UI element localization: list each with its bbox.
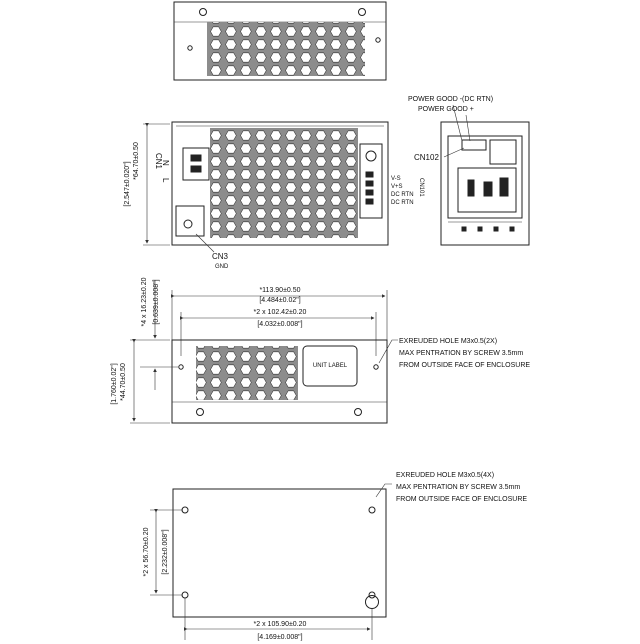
end-view — [408, 96, 529, 245]
front-vent — [210, 128, 358, 238]
label-gnd: GND — [215, 264, 229, 270]
top-vent — [207, 22, 365, 76]
side-screw-left — [197, 409, 204, 416]
label-pin-v-minus: V-S — [391, 176, 401, 182]
gnd-screw — [184, 220, 192, 228]
side-height-mm: *44.70±0.50 — [120, 363, 127, 401]
unit-label-text: UNIT LABEL — [312, 363, 348, 369]
front-height-mm: *64.70±0.50 — [133, 142, 140, 180]
front-view — [124, 122, 424, 270]
top-view — [174, 2, 386, 80]
label-pin-v-plus: V+S — [391, 184, 403, 190]
label-cn1: CN1 — [154, 153, 163, 170]
bottom-note-line-1: EXREUDED HOLE M3x0.5(4X) — [396, 472, 495, 479]
cn1-connector — [183, 148, 209, 180]
side-vent — [196, 346, 298, 400]
label-l: L — [161, 178, 170, 183]
label-cn3: CN3 — [212, 252, 229, 261]
label-cn102: CN102 — [414, 153, 439, 162]
bottom-pitch-y-in: [2.232±0.008"] — [162, 529, 169, 575]
side-screw-right — [355, 409, 362, 416]
bottom-view-outline — [173, 489, 386, 617]
bottom-pitch-y-mm: *2 x 56.70±0.20 — [143, 527, 150, 577]
side-note-line-2: MAX PENTRATION BY SCREW 3.5mm — [399, 350, 524, 357]
cn102-connector — [462, 140, 486, 150]
side-hole-offset-in: [0.639±0.008"] — [153, 279, 160, 325]
side-note-line-1: EXREUDED HOLE M3x0.5(2X) — [399, 338, 498, 345]
side-width-in: [4.484±0.02"] — [259, 297, 301, 304]
top-screw-left — [200, 9, 207, 16]
side-hole-pitch-in: [4.032±0.008"] — [257, 321, 303, 328]
side-height-in: [1.760±0.02"] — [111, 363, 118, 405]
bottom-note-line-3: FROM OUTSIDE FACE OF ENCLOSURE — [396, 496, 528, 503]
bottom-view — [143, 472, 527, 641]
side-view — [111, 277, 530, 423]
bottom-note-line-2: MAX PENTRATION BY SCREW 3.5mm — [396, 484, 521, 491]
bottom-pitch-x-in: [4.169±0.008"] — [257, 634, 303, 641]
top-screw-right — [359, 9, 366, 16]
side-hole-right — [374, 365, 378, 369]
label-pin-dc-rtn-1: DC RTN — [391, 192, 414, 198]
label-n: N — [161, 160, 170, 166]
side-hole-left — [179, 365, 183, 369]
label-power-good-dc-rtn: POWER GOOD -(DC RTN) — [408, 96, 494, 103]
side-hole-offset-mm: *4 x 16.23±0.20 — [141, 277, 148, 327]
label-pin-dc-rtn-2: DC RTN — [391, 200, 414, 206]
bottom-hole-top-right — [369, 507, 375, 513]
front-height-in: [2.547±0.020"] — [124, 161, 131, 207]
label-cn101: CN101 — [418, 178, 424, 197]
side-note-line-3: FROM OUTSIDE FACE OF ENCLOSURE — [399, 362, 531, 369]
side-hole-pitch-mm: *2 x 102.42±0.20 — [253, 309, 307, 316]
side-width-mm: *113.90±0.50 — [259, 287, 301, 294]
label-power-good-plus: POWER GOOD + — [418, 106, 474, 113]
bottom-pitch-x-mm: *2 x 105.90±0.20 — [253, 621, 307, 628]
